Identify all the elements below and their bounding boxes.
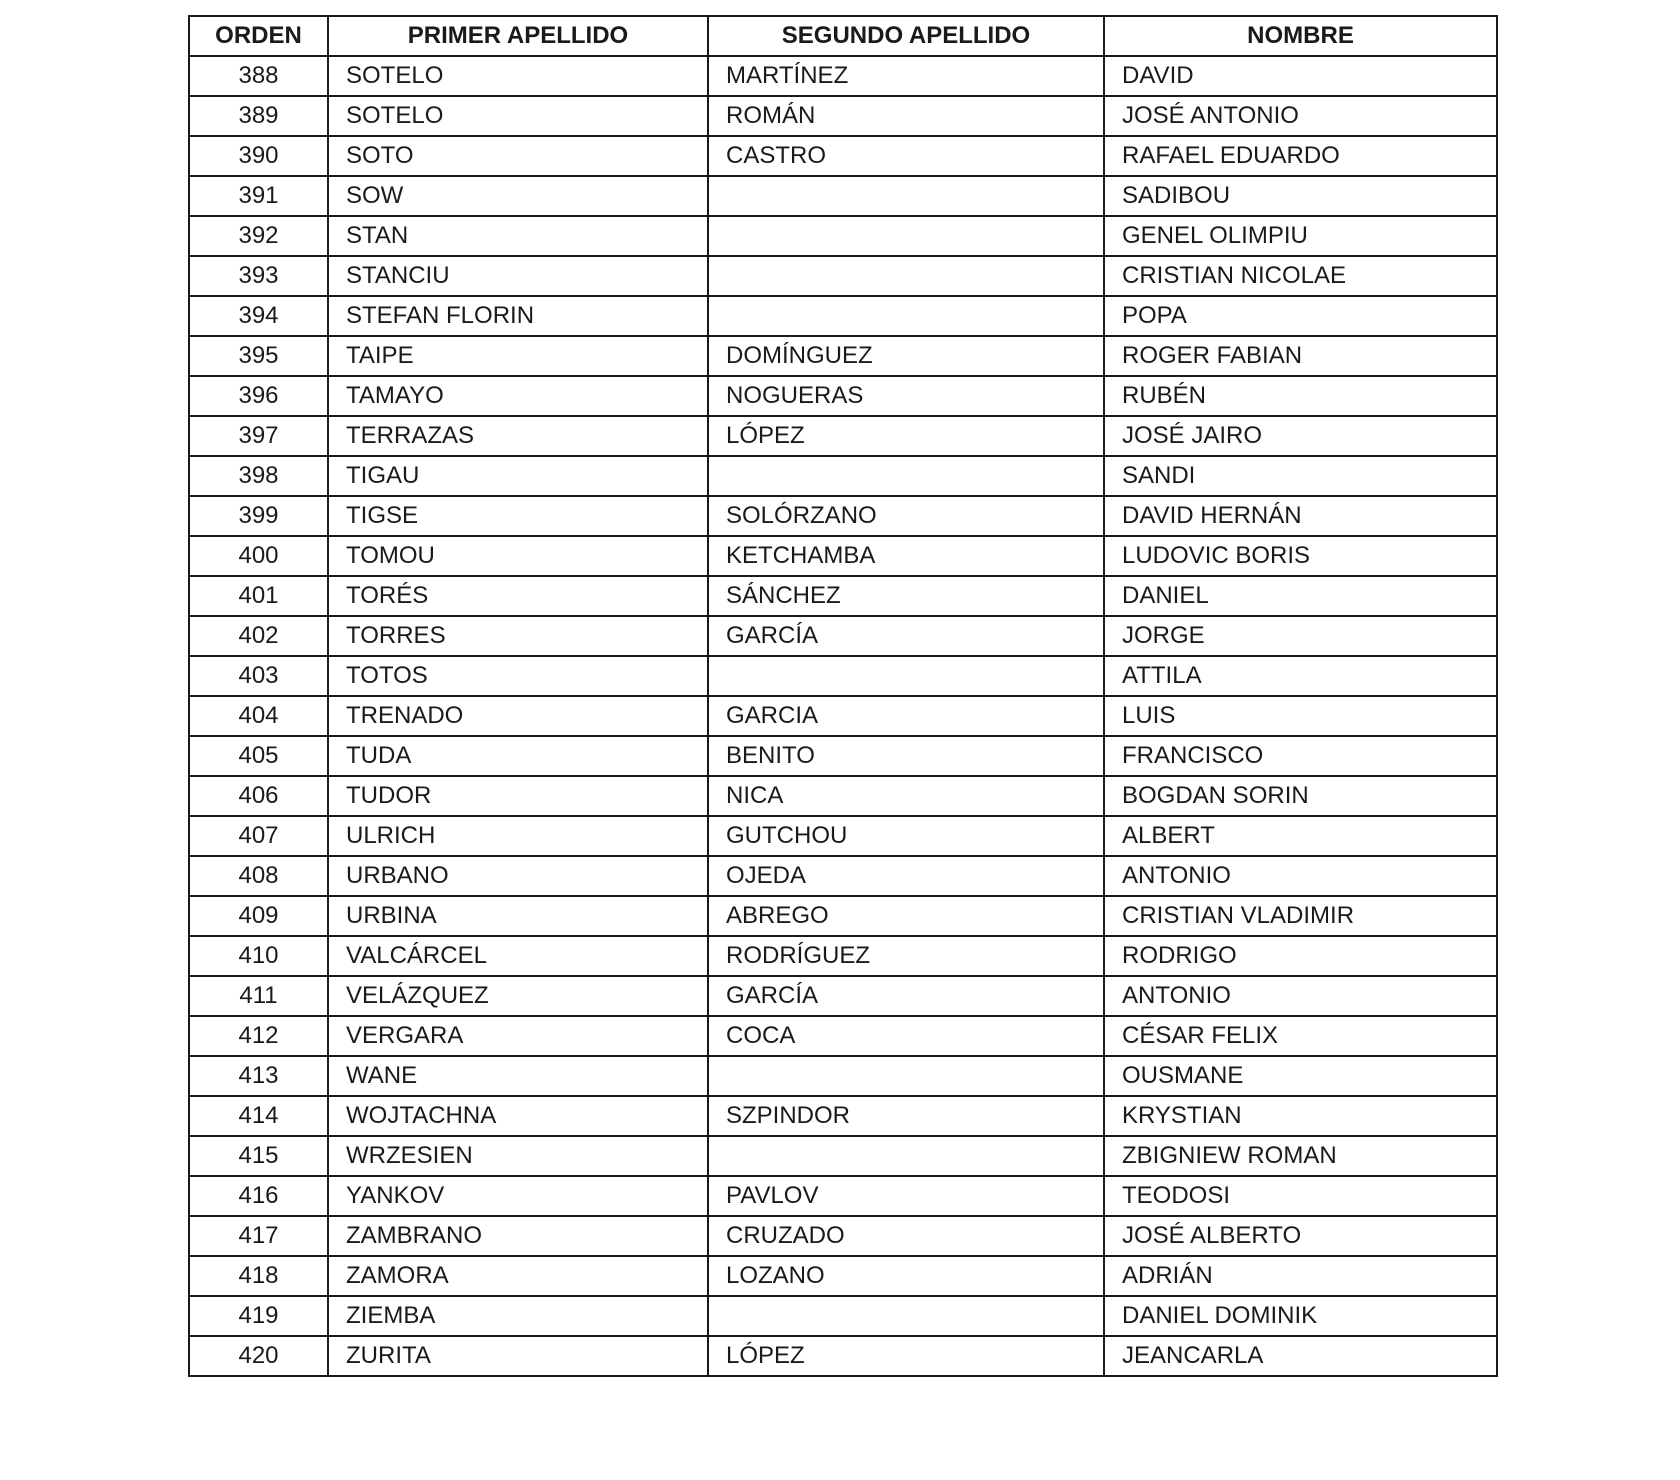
cell-orden: 394: [189, 296, 328, 336]
cell-primer-apellido: URBINA: [328, 896, 708, 936]
table-row: [189, 1016, 1497, 1056]
cell-orden: 398: [189, 456, 328, 496]
table-row: [189, 816, 1497, 856]
cell-segundo-apellido: CASTRO: [708, 136, 1104, 176]
cell-primer-apellido: ZURITA: [328, 1336, 708, 1376]
cell-orden: 401: [189, 576, 328, 616]
table-row: [189, 1256, 1497, 1296]
table-row: [189, 976, 1497, 1016]
cell-orden: 420: [189, 1336, 328, 1376]
cell-orden: 390: [189, 136, 328, 176]
cell-nombre: DAVID HERNÁN: [1104, 496, 1497, 536]
cell-primer-apellido: STEFAN FLORIN: [328, 296, 708, 336]
cell-nombre: GENEL OLIMPIU: [1104, 216, 1497, 256]
cell-segundo-apellido: ABREGO: [708, 896, 1104, 936]
cell-orden: 415: [189, 1136, 328, 1176]
cell-primer-apellido: TORÉS: [328, 576, 708, 616]
cell-segundo-apellido: LOZANO: [708, 1256, 1104, 1296]
table-row: [189, 1056, 1497, 1096]
table-row: [189, 696, 1497, 736]
cell-segundo-apellido: COCA: [708, 1016, 1104, 1056]
cell-segundo-apellido: [708, 256, 1104, 296]
cell-orden: 406: [189, 776, 328, 816]
cell-nombre: DAVID: [1104, 56, 1497, 96]
header-segundo-apellido: SEGUNDO APELLIDO: [708, 16, 1104, 56]
table-row: [189, 376, 1497, 416]
header-orden: ORDEN: [189, 16, 328, 56]
cell-orden: 413: [189, 1056, 328, 1096]
cell-segundo-apellido: MARTÍNEZ: [708, 56, 1104, 96]
header-row: [189, 16, 1497, 56]
cell-nombre: JOSÉ ANTONIO: [1104, 96, 1497, 136]
cell-nombre: ADRIÁN: [1104, 1256, 1497, 1296]
cell-nombre: FRANCISCO: [1104, 736, 1497, 776]
cell-primer-apellido: VALCÁRCEL: [328, 936, 708, 976]
cell-orden: 407: [189, 816, 328, 856]
cell-segundo-apellido: LÓPEZ: [708, 1336, 1104, 1376]
cell-nombre: OUSMANE: [1104, 1056, 1497, 1096]
cell-orden: 395: [189, 336, 328, 376]
table-row: [189, 336, 1497, 376]
cell-primer-apellido: ULRICH: [328, 816, 708, 856]
cell-orden: 411: [189, 976, 328, 1016]
table-row: [189, 776, 1497, 816]
cell-primer-apellido: WRZESIEN: [328, 1136, 708, 1176]
cell-orden: 389: [189, 96, 328, 136]
cell-nombre: CRISTIAN NICOLAE: [1104, 256, 1497, 296]
cell-orden: 393: [189, 256, 328, 296]
table-row: [189, 536, 1497, 576]
cell-nombre: ROGER FABIAN: [1104, 336, 1497, 376]
cell-primer-apellido: TAMAYO: [328, 376, 708, 416]
table-row: [189, 1216, 1497, 1256]
cell-primer-apellido: SOW: [328, 176, 708, 216]
cell-primer-apellido: TIGAU: [328, 456, 708, 496]
cell-segundo-apellido: OJEDA: [708, 856, 1104, 896]
cell-segundo-apellido: GUTCHOU: [708, 816, 1104, 856]
cell-orden: 419: [189, 1296, 328, 1336]
cell-orden: 409: [189, 896, 328, 936]
cell-segundo-apellido: GARCÍA: [708, 616, 1104, 656]
cell-segundo-apellido: NICA: [708, 776, 1104, 816]
cell-nombre: POPA: [1104, 296, 1497, 336]
table-row: [189, 856, 1497, 896]
cell-segundo-apellido: RODRÍGUEZ: [708, 936, 1104, 976]
cell-primer-apellido: URBANO: [328, 856, 708, 896]
cell-segundo-apellido: KETCHAMBA: [708, 536, 1104, 576]
table-row: [189, 216, 1497, 256]
cell-segundo-apellido: DOMÍNGUEZ: [708, 336, 1104, 376]
header-nombre: NOMBRE: [1104, 16, 1497, 56]
cell-primer-apellido: TUDOR: [328, 776, 708, 816]
cell-segundo-apellido: [708, 1136, 1104, 1176]
cell-segundo-apellido: [708, 296, 1104, 336]
cell-primer-apellido: ZIEMBA: [328, 1296, 708, 1336]
cell-primer-apellido: SOTELO: [328, 96, 708, 136]
cell-primer-apellido: TIGSE: [328, 496, 708, 536]
cell-nombre: TEODOSI: [1104, 1176, 1497, 1216]
cell-segundo-apellido: GARCÍA: [708, 976, 1104, 1016]
cell-primer-apellido: SOTELO: [328, 56, 708, 96]
cell-nombre: JORGE: [1104, 616, 1497, 656]
table-row: [189, 96, 1497, 136]
cell-nombre: ATTILA: [1104, 656, 1497, 696]
cell-primer-apellido: TUDA: [328, 736, 708, 776]
cell-segundo-apellido: [708, 1296, 1104, 1336]
table-row: [189, 616, 1497, 656]
cell-orden: 400: [189, 536, 328, 576]
cell-nombre: ALBERT: [1104, 816, 1497, 856]
table-row: [189, 736, 1497, 776]
cell-nombre: CÉSAR FELIX: [1104, 1016, 1497, 1056]
cell-segundo-apellido: SZPINDOR: [708, 1096, 1104, 1136]
table-body: [189, 56, 1497, 1376]
table-row: [189, 296, 1497, 336]
cell-orden: 408: [189, 856, 328, 896]
cell-orden: 410: [189, 936, 328, 976]
cell-segundo-apellido: LÓPEZ: [708, 416, 1104, 456]
cell-orden: 396: [189, 376, 328, 416]
cell-primer-apellido: WOJTACHNA: [328, 1096, 708, 1136]
cell-orden: 397: [189, 416, 328, 456]
header-primer-apellido: PRIMER APELLIDO: [328, 16, 708, 56]
table-row: [189, 896, 1497, 936]
cell-nombre: SADIBOU: [1104, 176, 1497, 216]
cell-segundo-apellido: [708, 456, 1104, 496]
cell-nombre: RAFAEL EDUARDO: [1104, 136, 1497, 176]
cell-nombre: ANTONIO: [1104, 856, 1497, 896]
cell-primer-apellido: YANKOV: [328, 1176, 708, 1216]
cell-orden: 417: [189, 1216, 328, 1256]
table-row: [189, 256, 1497, 296]
cell-primer-apellido: TAIPE: [328, 336, 708, 376]
cell-orden: 402: [189, 616, 328, 656]
cell-nombre: RODRIGO: [1104, 936, 1497, 976]
document-page: [188, 15, 1498, 1377]
table-row: [189, 1336, 1497, 1376]
table-row: [189, 136, 1497, 176]
cell-segundo-apellido: NOGUERAS: [708, 376, 1104, 416]
cell-orden: 418: [189, 1256, 328, 1296]
cell-segundo-apellido: [708, 1056, 1104, 1096]
cell-nombre: LUIS: [1104, 696, 1497, 736]
cell-nombre: CRISTIAN VLADIMIR: [1104, 896, 1497, 936]
cell-primer-apellido: STANCIU: [328, 256, 708, 296]
cell-primer-apellido: ZAMBRANO: [328, 1216, 708, 1256]
cell-primer-apellido: VELÁZQUEZ: [328, 976, 708, 1016]
cell-segundo-apellido: PAVLOV: [708, 1176, 1104, 1216]
table-row: [189, 56, 1497, 96]
cell-segundo-apellido: SOLÓRZANO: [708, 496, 1104, 536]
cell-primer-apellido: STAN: [328, 216, 708, 256]
cell-orden: 392: [189, 216, 328, 256]
cell-primer-apellido: WANE: [328, 1056, 708, 1096]
table-row: [189, 1176, 1497, 1216]
cell-primer-apellido: ZAMORA: [328, 1256, 708, 1296]
cell-orden: 412: [189, 1016, 328, 1056]
table-header: [189, 16, 1497, 56]
cell-primer-apellido: TRENADO: [328, 696, 708, 736]
table-row: [189, 1136, 1497, 1176]
cell-orden: 416: [189, 1176, 328, 1216]
roster-table: [188, 15, 1498, 1377]
cell-segundo-apellido: [708, 656, 1104, 696]
cell-nombre: BOGDAN SORIN: [1104, 776, 1497, 816]
cell-orden: 399: [189, 496, 328, 536]
table-row: [189, 656, 1497, 696]
cell-primer-apellido: TOMOU: [328, 536, 708, 576]
cell-nombre: LUDOVIC BORIS: [1104, 536, 1497, 576]
table-row: [189, 1296, 1497, 1336]
cell-segundo-apellido: SÁNCHEZ: [708, 576, 1104, 616]
cell-nombre: DANIEL DOMINIK: [1104, 1296, 1497, 1336]
cell-segundo-apellido: [708, 176, 1104, 216]
cell-primer-apellido: TORRES: [328, 616, 708, 656]
cell-primer-apellido: TOTOS: [328, 656, 708, 696]
cell-segundo-apellido: ROMÁN: [708, 96, 1104, 136]
cell-segundo-apellido: GARCIA: [708, 696, 1104, 736]
table-row: [189, 416, 1497, 456]
table-row: [189, 496, 1497, 536]
cell-orden: 391: [189, 176, 328, 216]
cell-nombre: JOSÉ JAIRO: [1104, 416, 1497, 456]
cell-nombre: SANDI: [1104, 456, 1497, 496]
cell-primer-apellido: VERGARA: [328, 1016, 708, 1056]
cell-orden: 414: [189, 1096, 328, 1136]
cell-nombre: ANTONIO: [1104, 976, 1497, 1016]
cell-primer-apellido: SOTO: [328, 136, 708, 176]
cell-nombre: RUBÉN: [1104, 376, 1497, 416]
cell-nombre: ZBIGNIEW ROMAN: [1104, 1136, 1497, 1176]
cell-segundo-apellido: CRUZADO: [708, 1216, 1104, 1256]
cell-primer-apellido: TERRAZAS: [328, 416, 708, 456]
table-row: [189, 456, 1497, 496]
cell-segundo-apellido: BENITO: [708, 736, 1104, 776]
cell-orden: 404: [189, 696, 328, 736]
cell-orden: 403: [189, 656, 328, 696]
cell-orden: 405: [189, 736, 328, 776]
table-row: [189, 176, 1497, 216]
cell-nombre: DANIEL: [1104, 576, 1497, 616]
cell-nombre: JEANCARLA: [1104, 1336, 1497, 1376]
cell-segundo-apellido: [708, 216, 1104, 256]
table-row: [189, 1096, 1497, 1136]
cell-orden: 388: [189, 56, 328, 96]
cell-nombre: JOSÉ ALBERTO: [1104, 1216, 1497, 1256]
table-row: [189, 936, 1497, 976]
cell-nombre: KRYSTIAN: [1104, 1096, 1497, 1136]
table-row: [189, 576, 1497, 616]
